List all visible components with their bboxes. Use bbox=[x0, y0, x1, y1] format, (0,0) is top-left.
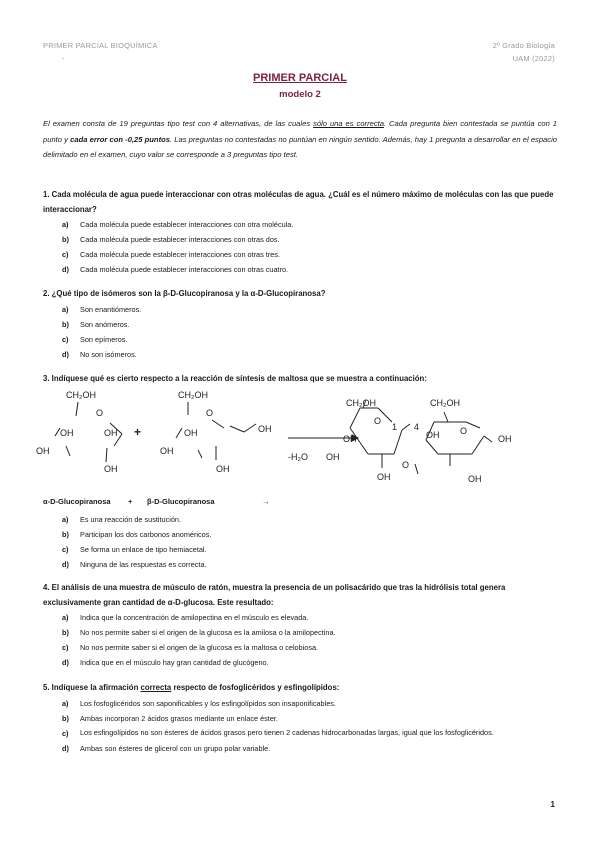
option-1b[interactable]: b) Cada molécula puede establecer interacciones con otras dos. bbox=[62, 235, 280, 244]
svg-text:OH: OH bbox=[160, 446, 174, 456]
svg-text:CH₂OH: CH₂OH bbox=[346, 398, 376, 408]
svg-text:OH: OH bbox=[184, 428, 198, 438]
option-1c[interactable]: c) Cada molécula puede establecer interacciones con otras tres. bbox=[62, 250, 280, 259]
water-loss-label: -H₂O bbox=[288, 452, 308, 462]
page-subtitle: modelo 2 bbox=[279, 89, 321, 100]
question-5-options bbox=[62, 696, 557, 756]
question-2: 2. ¿Qué tipo de isómeros son la β-D-Glucopiranosa y la α-D-Glucopiranosa? bbox=[43, 289, 326, 298]
question-4: 4. El análisis de una muestra de músculo de ratón, muestra la presencia de un polisacárido que tras la hidrólisis total genera exclusivamente gran cantidad de α-D-glucosa. Este resultado: bbox=[43, 583, 506, 607]
question-5: 5. Indíquese la afirmación correcta respecto de fosfoglicéridos y esfingolípidos: bbox=[43, 683, 340, 692]
carbon-4-label: 4 bbox=[414, 422, 420, 432]
option-4b[interactable]: b) No nos permite saber si el origen de la glucosa es la amilosa o la amilopectina. bbox=[62, 628, 336, 637]
svg-text:CH₂OH: CH₂OH bbox=[430, 398, 460, 408]
svg-text:O: O bbox=[206, 408, 214, 418]
label-reaction-arrow: → bbox=[262, 497, 270, 506]
question-4-options bbox=[62, 610, 557, 670]
svg-text:OH: OH bbox=[104, 428, 118, 438]
svg-text:OH: OH bbox=[426, 430, 440, 440]
ch2oh-alpha: CH₂OH bbox=[66, 390, 96, 400]
question-1: 1. Cada molécula de agua puede interaccionar con otras moléculas de agua. ¿Cuál es el número máximo de moléculas con las que puede interaccionar? bbox=[43, 190, 554, 214]
question-3-options bbox=[62, 512, 557, 572]
option-2b[interactable]: b) Son anómeros. bbox=[62, 320, 130, 329]
option-3c[interactable]: c) Se forma un enlace de tipo hemiacetal. bbox=[62, 545, 207, 554]
plus-sign: + bbox=[134, 425, 142, 439]
option-1a[interactable]: a) Cada molécula puede establecer interacciones con otra molécula. bbox=[62, 220, 294, 229]
header-right-institution: UAM (2022) bbox=[512, 54, 555, 63]
option-5a[interactable]: a) Los fosfoglicéridos son saponificables y los esfingolípidos son insaponificables. bbox=[62, 699, 336, 708]
option-2c[interactable]: c) Son epímeros. bbox=[62, 335, 128, 344]
svg-text:OH: OH bbox=[498, 434, 512, 444]
label-plus: + bbox=[128, 497, 133, 506]
svg-text:OH: OH bbox=[36, 446, 50, 456]
page-title: PRIMER PARCIAL bbox=[253, 72, 347, 84]
question-5-underline: correcta bbox=[140, 683, 172, 692]
svg-text:OH: OH bbox=[343, 434, 357, 444]
page-number: 1 bbox=[550, 800, 555, 809]
option-2d[interactable]: d) No son isómeros. bbox=[62, 350, 137, 359]
ch2oh-beta: CH₂OH bbox=[178, 390, 208, 400]
question-2-options bbox=[62, 302, 557, 362]
option-5d[interactable]: d) Ambas son ésteres de glicerol con un grupo polar variable. bbox=[62, 744, 271, 753]
svg-text:OH: OH bbox=[216, 464, 230, 474]
option-4d[interactable]: d) Indica que en el músculo hay gran cantidad de glucógeno. bbox=[62, 658, 269, 667]
option-4c[interactable]: c) No nos permite saber si el origen de la glucosa es la maltosa o celobiosa. bbox=[62, 643, 319, 652]
option-5c[interactable]: c) Los esfingolípidos no son ésteres de ácidos grasos pero tienen 2 cadenas hidrocarbonadas largas, igual que los fosfoglicéridos. bbox=[62, 728, 494, 738]
svg-text:OH: OH bbox=[258, 424, 272, 434]
instructions-underline: sólo una es correcta bbox=[313, 119, 384, 128]
header-right-course: 2º Grado Biología bbox=[492, 41, 555, 50]
svg-text:O: O bbox=[460, 426, 468, 436]
label-alpha-glucopyranose: α-D-Glucopiranosa bbox=[43, 497, 111, 506]
option-5b[interactable]: b) Ambas incorporan 2 ácidos grasos mediante un enlace éster. bbox=[62, 714, 278, 723]
carbon-1-label: 1 bbox=[392, 422, 398, 432]
instructions-bold: cada error con -0,25 puntos bbox=[70, 134, 170, 144]
svg-text:OH: OH bbox=[377, 472, 391, 482]
svg-text:OH: OH bbox=[104, 464, 118, 474]
question-1-options bbox=[62, 217, 557, 277]
option-4a[interactable]: a) Indica que la concentración de amilopectina en el músculo es elevada. bbox=[62, 613, 309, 622]
svg-text:O: O bbox=[402, 460, 410, 470]
header-left: PRIMER PARCIAL BIOQUÍMICA bbox=[43, 41, 158, 50]
svg-text:OH: OH bbox=[468, 474, 482, 484]
svg-text:O: O bbox=[374, 416, 382, 426]
option-2a[interactable]: a) Son enantiómeros. bbox=[62, 305, 142, 314]
instructions-paragraph: El examen consta de 19 preguntas tipo test con 4 alternativas, de las cuales sólo una es correcta. Cada pregunta bien contestada se puntúa con 1 punto y cada error con -0,25 puntos. Las preguntas no contestadas no puntúan en ningún sentido. Además, hay 1 pregunta a desarrollar en el espacio delimitado en el examen, cuyo valor se corresponde a 3 preguntas tipo test. bbox=[43, 119, 558, 159]
label-beta-glucopyranose: β-D-Glucopiranosa bbox=[147, 497, 215, 506]
svg-text:O: O bbox=[96, 408, 104, 418]
option-3b[interactable]: b) Participan los dos carbonos anoméricos. bbox=[62, 530, 212, 539]
svg-text:OH: OH bbox=[326, 452, 340, 462]
option-1d[interactable]: d) Cada molécula puede establecer interacciones con otras cuatro. bbox=[62, 265, 289, 274]
header-left-sub: - bbox=[62, 54, 65, 63]
svg-text:OH: OH bbox=[60, 428, 74, 438]
option-3d[interactable]: d) Ninguna de las respuestas es correcta. bbox=[62, 560, 207, 569]
option-3a[interactable]: a) Es una reacción de sustitución. bbox=[62, 515, 181, 524]
maltose-synthesis-scheme bbox=[30, 388, 570, 493]
question-3: 3. Indíquese qué es cierto respecto a la reacción de síntesis de maltosa que se muestra a continuación: bbox=[43, 374, 427, 383]
